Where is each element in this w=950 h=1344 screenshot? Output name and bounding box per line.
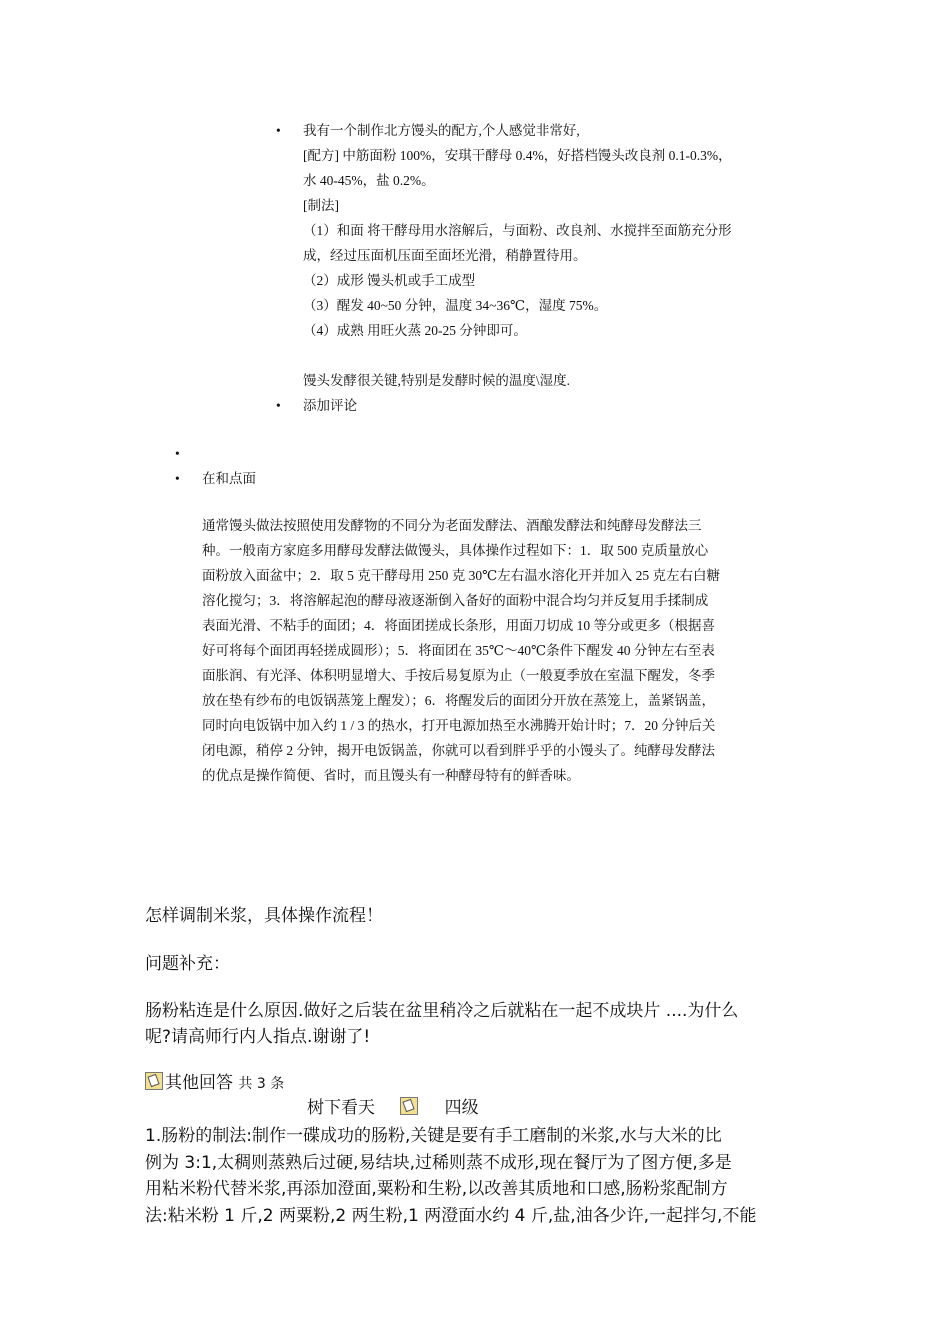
paragraph-line: 溶化搅匀；3．将溶解起泡的酵母液逐渐倒入备好的面粉中混合均匀并反复用手揉制成 [202, 593, 709, 608]
username[interactable]: 树下看天 [307, 1098, 375, 1118]
list-item-empty [175, 441, 256, 466]
answer-count: 共 3 条 [238, 1076, 285, 1092]
answer-line: 例为 3:1,太稠则蒸熟后过硬,易结块,过稀则蒸不成形,现在餐厅为了图方便,多是 [145, 1152, 732, 1173]
method-paragraph [202, 513, 822, 788]
recipe-line: [配方] 中筋面粉 100%，安琪干酵母 0.4%，好搭档馒头改良剂 0.1-0.3%， [303, 148, 732, 163]
recipe-line: （3）醒发 40~50 分钟，温度 34~36℃，湿度 75%。 [303, 298, 608, 313]
question-supplement-label: 问题补充： [145, 954, 230, 974]
recipe-line: 成，经过压面机压面至面坯光滑，稍静置待用。 [303, 248, 587, 263]
bullet-icon: • [175, 471, 180, 486]
answer-line: 1.肠粉的制法:制作一碟成功的肠粉,关键是要有手工磨制的米浆,水与大米的比 [145, 1126, 722, 1146]
recipe-line: （4）成熟 用旺火蒸 20-25 分钟即可。 [303, 323, 527, 338]
list-item-recipe [276, 118, 816, 393]
bullet-icon: • [276, 123, 281, 138]
recipe-note: 馒头发酵很关键,特别是发酵时候的温度\湿度. [303, 373, 571, 388]
answer-author [307, 1097, 479, 1119]
question-body-line: 肠粉粘连是什么原因.做好之后装在盆里稍冷之后就粘在一起不成块片 ....为什么 [145, 1001, 739, 1021]
answer-line: 法:粘米粉 1 斤,2 两粟粉,2 两生粉,1 两澄面水约 4 斤,盐,油各少许,一起拌匀,不能 [145, 1205, 757, 1226]
bullet-icon: • [175, 446, 180, 461]
list-item-label: 在和点面 [202, 471, 256, 486]
paragraph-line: 通常馒头做法按照使用发酵物的不同分为老面发酵法、酒酿发酵法和纯酵母发酵法三 [202, 518, 702, 533]
user-level-icon [400, 1097, 418, 1115]
user-level: 四级 [444, 1098, 479, 1118]
paragraph-line: 的优点是操作简便、省时，而且馒头有一种酵母特有的鲜香味。 [202, 768, 580, 783]
bullet-icon: • [276, 398, 281, 413]
paragraph-line: 面粉放入面盆中；2．取 5 克干酵母用 250 克 30℃左右温水溶化开并加入 25 克左右白糖 [202, 568, 720, 583]
paragraph-line: 面胀润、有光泽、体积明显增大、手按后易复原为止（一般夏季放在室温下醒发，冬季 [202, 668, 715, 683]
question-title: 怎样调制米浆，具体操作流程！ [145, 906, 383, 926]
other-answers-label: 其他回答 [165, 1073, 233, 1093]
recipe-line: [制法] [303, 198, 339, 213]
answer-icon [145, 1072, 163, 1090]
list-item-add-comment[interactable] [276, 393, 816, 418]
recipe-line: （2）成形 馒头机或手工成型 [303, 273, 476, 288]
recipe-line: 水 40-45%，盐 0.2%。 [303, 173, 435, 188]
add-comment-link[interactable]: 添加评论 [303, 398, 357, 413]
outer-list [175, 441, 256, 491]
recipe-line: （1）和面 将干酵母用水溶解后，与面粉、改良剂、水搅拌至面筋充分形 [303, 223, 732, 238]
recipe-line: 我有一个制作北方馒头的配方,个人感觉非常好, [303, 123, 580, 138]
paragraph-line: 种。一般南方家庭多用酵母发酵法做馒头，具体操作过程如下：1．取 500 克质量放心 [202, 543, 709, 558]
paragraph-line: 表面光滑、不粘手的面团；4．将面团搓成长条形，用面刀切成 10 等分或更多（根据喜 [202, 618, 715, 633]
answer-line: 用粘米粉代替米浆,再添加澄面,粟粉和生粉,以改善其质地和口感,肠粉浆配制方 [145, 1179, 728, 1199]
other-answers-header [145, 1072, 284, 1095]
question-body [145, 998, 738, 1050]
paragraph-line: 放在垫有纱布的电饭锅蒸笼上醒发）；6．将醒发后的面团分开放在蒸笼上，盖紧锅盖， [202, 693, 715, 708]
recipe-list [276, 118, 816, 418]
paragraph-line: 好可将每个面团再轻搓成圆形）；5．将面团在 35℃～40℃条件下醒发 40 分钟左右至表 [202, 643, 715, 658]
answer-body [145, 1123, 756, 1229]
list-item-kneading [175, 466, 256, 491]
paragraph-line: 闭电源，稍停 2 分钟，揭开电饭锅盖，你就可以看到胖乎乎的小馒头了。纯酵母发酵法 [202, 743, 715, 758]
question-body-line: 呢?请高师行内人指点.谢谢了! [145, 1027, 371, 1047]
paragraph-line: 同时向电饭锅中加入约 1 / 3 的热水，打开电源加热至水沸腾开始计时；7．20 分钟后关 [202, 718, 716, 733]
